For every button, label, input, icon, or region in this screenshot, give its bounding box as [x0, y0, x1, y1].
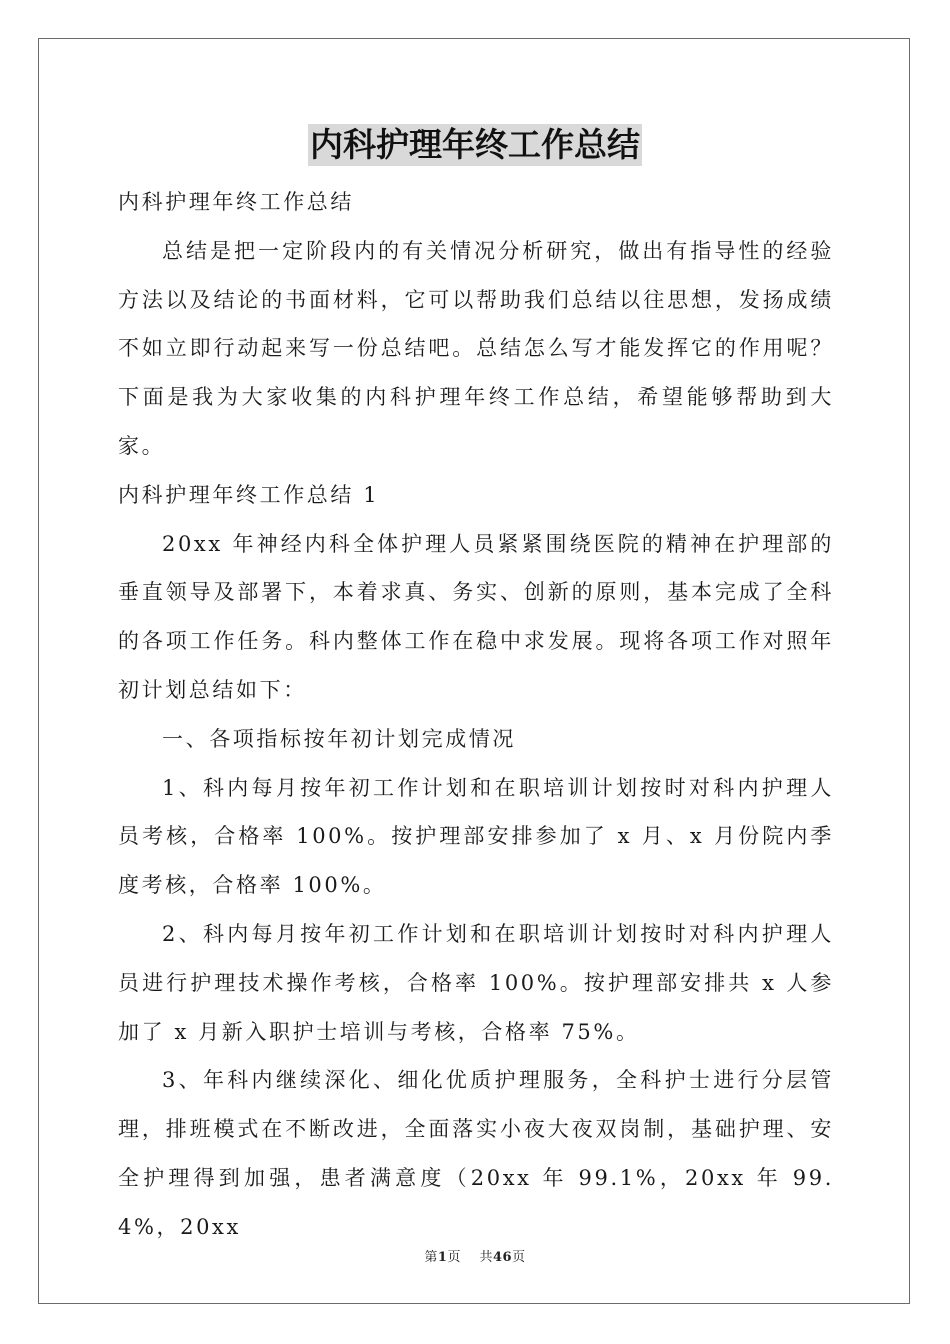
paragraph-item-3: 3、年科内继续深化、细化优质护理服务，全科护士进行分层管理，排班模式在不断改进，全面落实小夜大夜双岗制，基础护理、安全护理得到加强，患者满意度（20xx 年 99.1%，20xx 年 99.4%，20xx	[118, 1068, 834, 1239]
total-prefix: 共	[479, 1250, 493, 1265]
total-suffix: 页	[512, 1250, 526, 1265]
paragraph-item-1: 1、科内每月按年初工作计划和在职培训计划按时对科内护理人员考核，合格率 100%。按护理部安排参加了 x 月、x 月份院内季度考核，合格率 100%。	[118, 775, 834, 898]
paragraph-item-2: 2、科内每月按年初工作计划和在职培训计划按时对科内护理人员进行护理技术操作考核，合格率 100%。按护理部安排共 x 人参加了 x 月新入职护士培训与考核，合格率 75%。	[118, 921, 835, 1044]
page-prefix: 第	[424, 1250, 438, 1265]
title-container	[0, 124, 950, 166]
page-suffix: 页	[447, 1250, 461, 1265]
page-footer	[0, 1246, 950, 1265]
document-body	[118, 178, 834, 1252]
paragraph-section-heading: 内科护理年终工作总结 1	[118, 482, 380, 507]
paragraph-heading-indicators: 一、各项指标按年初计划完成情况	[162, 726, 516, 751]
total-pages: 46	[493, 1250, 513, 1265]
page-number: 1	[437, 1250, 448, 1265]
paragraph-intro: 总结是把一定阶段内的有关情况分析研究，做出有指导性的经验方法以及结论的书面材料，它可以帮助我们总结以往思想，发扬成绩不如立即行动起来写一份总结吧。总结怎么写才能发挥它的作用呢？下面是我为大家收集的内科护理年终工作总结，希望能够帮助到大家。	[118, 238, 834, 458]
document-title: 内科护理年终工作总结	[310, 125, 640, 164]
paragraph-subtitle: 内科护理年终工作总结	[118, 190, 354, 214]
paragraph-overview: 20xx 年神经内科全体护理人员紧紧围绕医院的精神在护理部的垂直领导及部署下，本着求真、务实、创新的原则，基本完成了全科的各项工作任务。科内整体工作在稳中求发展。现将各项工作对照年初计划总结如下：	[118, 531, 834, 702]
